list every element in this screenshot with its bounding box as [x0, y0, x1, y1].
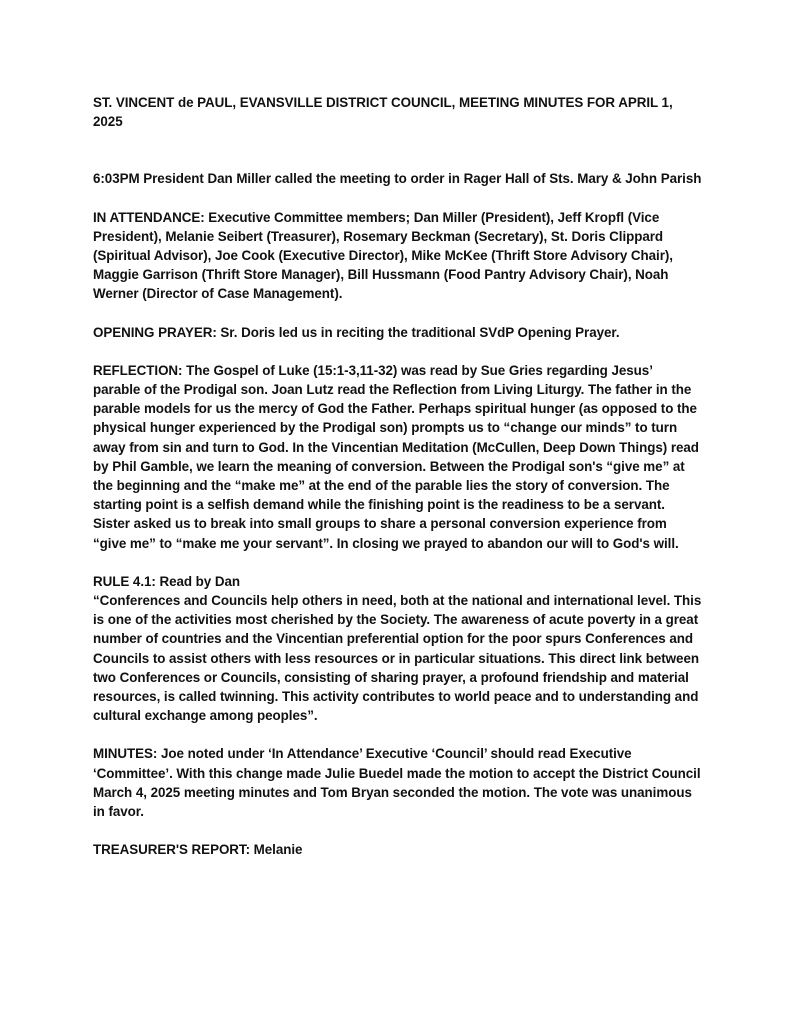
document-title: ST. VINCENT de PAUL, EVANSVILLE DISTRICT COUNCIL, MEETING MINUTES FOR APRIL 1, 2025: [93, 95, 673, 130]
treasurer-report-heading: TREASURER'S REPORT: Melanie: [93, 842, 303, 858]
attendance-paragraph: IN ATTENDANCE: Executive Committee members; Dan Miller (President), Jeff Kropfl (Vice President), Melanie Seibert (Treasurer), Rosemary Beckman (Secretary), St. Doris Clippard (Spiritual Advisor), Joe Cook (Executive Director), Mike McKee (Thrift Store Advisory Chair), Maggie Garrison (Thrift Store Manager), Bill Hussmann (Food Pantry Advisory Chair), Noah Werner (Director of Case Management).: [93, 209, 673, 302]
opening-prayer-paragraph: OPENING PRAYER: Sr. Doris led us in reciting the traditional SVdP Opening Prayer.: [93, 324, 620, 340]
reflection-paragraph: REFLECTION: The Gospel of Luke (15:1-3,11-32) was read by Sue Gries regarding Jesus’ parable of the Prodigal son. Joan Lutz read the Reflection from Living Liturgy. The father in the parable models for us the mercy of God the Father. Perhaps spiritual hunger (as opposed to the physical hunger experienced by the Prodigal son) prompts us to “change our minds” to turn away from sin and turn to God. In the Vincentian Meditation (McCullen, Deep Down Things) read by Phil Gamble, we learn the meaning of conversion. Between the Prodigal son's “give me” at the beginning and the “make me” at the end of the parable lies the story of conversion. The starting point is a selfish demand while the finishing point is the readiness to be a servant.: [93, 362, 699, 513]
minutes-paragraph: MINUTES: Joe noted under ‘In Attendance’ Executive ‘Council’ should read Executive ‘Committee’. With this change made Julie Buedel made the motion to accept the District Council March 4, 2025 meeting minutes and Tom Bryan seconded the motion. The vote was unanimous in favor.: [93, 746, 701, 820]
rule-heading: RULE 4.1: Read by Dan: [93, 573, 241, 589]
minutes-body: [93, 93, 703, 860]
rule-text-paragraph: “Conferences and Councils help others in need, both at the national and international level. This is one of the activities most cherished by the Society. The awareness of acute poverty in a great number of countries and the Vincentian preferential option for the poor spurs Conferences and Councils to assist others with less resources or in particular situations. This direct link between two Conferences or Councils, consisting of sharing prayer, a profound friendship and material resources, is called twinning. This activity contributes to world peace and to understanding and cultural exchange among peoples”.: [93, 593, 702, 724]
reflection-continuation-paragraph: Sister asked us to break into small groups to share a personal conversion experience from “give me” to “make me your servant”. In closing we prayed to abandon our will to God's will.: [93, 516, 679, 551]
call-to-order-paragraph: 6:03PM President Dan Miller called the meeting to order in Rager Hall of Sts. Mary & John Parish: [93, 171, 702, 187]
